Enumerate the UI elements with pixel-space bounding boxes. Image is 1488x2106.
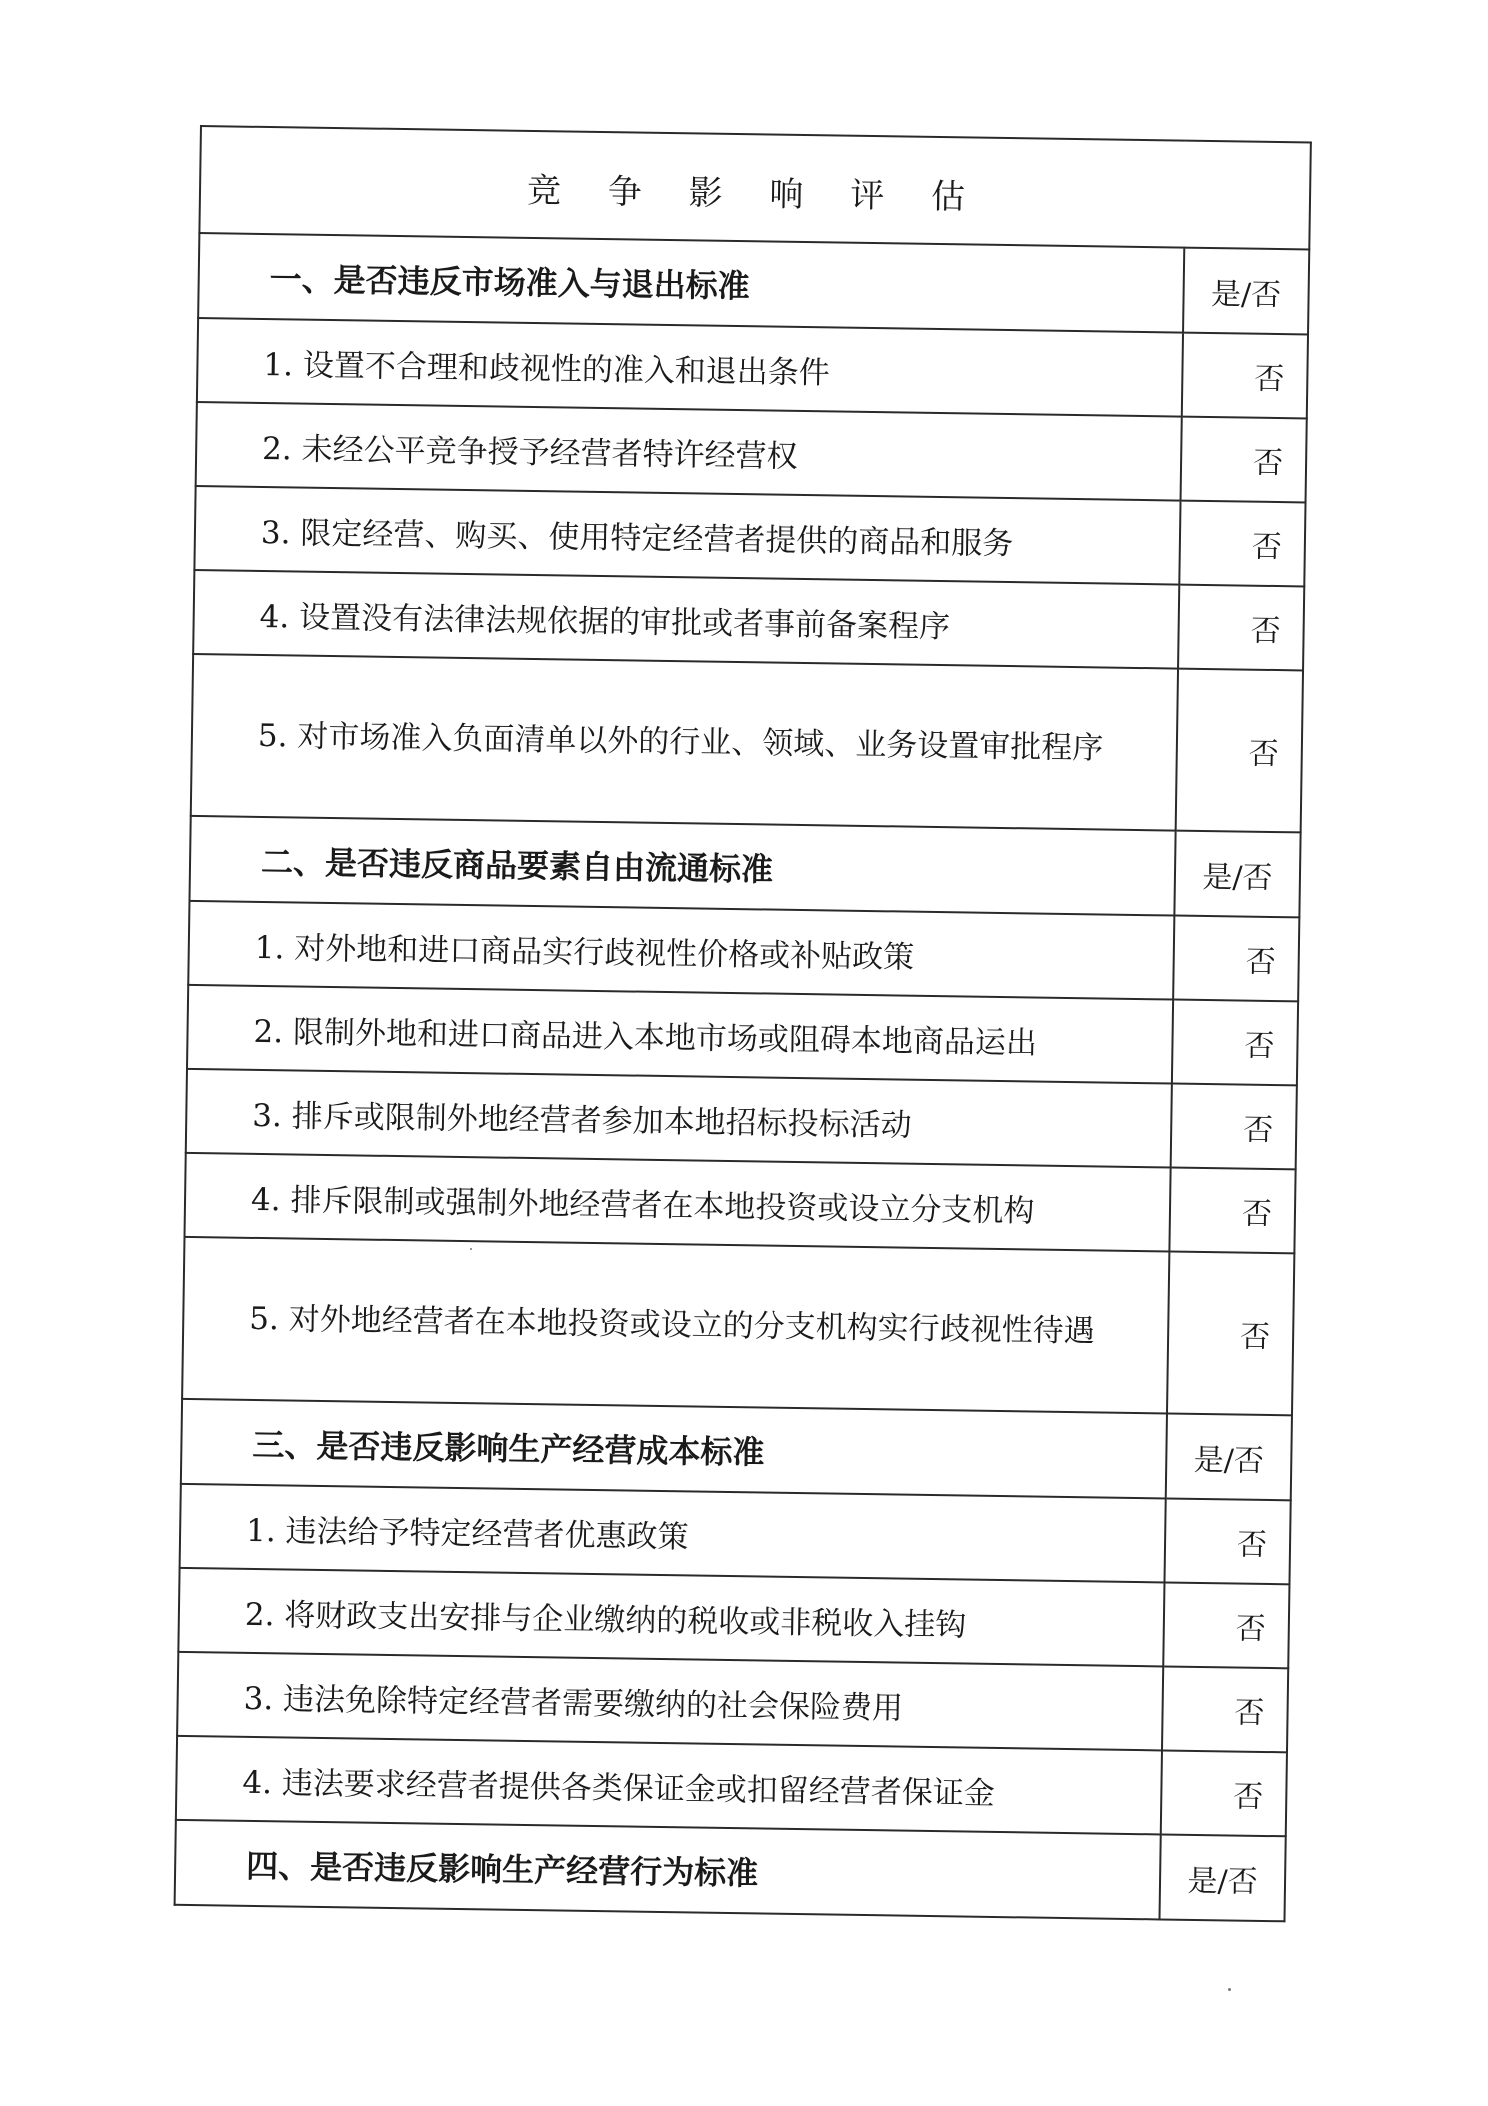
item-text: 2. 未经公平竞争授予经营者特许经营权 [196,402,1182,501]
item-row [191,654,1303,832]
title-row [199,126,1310,249]
item-text: 1. 对外地和进口商品实行歧视性价格或补贴政策 [188,901,1174,1000]
item-answer: 否 [1162,1666,1288,1752]
section-heading: 四、是否违反影响生产经营行为标准 [175,1820,1161,1920]
item-text: 3. 限定经营、购买、使用特定经营者提供的商品和服务 [194,486,1180,585]
item-row [197,318,1308,418]
item-row [176,1736,1287,1836]
item-answer: 否 [1178,585,1304,671]
yes-no-label: 是/否 [1166,1413,1292,1500]
item-row [177,1652,1288,1752]
section-header-row [175,1820,1286,1921]
section-heading: 二、是否违反商品要素自由流通标准 [189,816,1175,916]
yes-no-label: 是/否 [1183,248,1309,335]
form-title: 竞 争 影 响 评 估 [199,126,1310,249]
yes-no-label: 是/否 [1174,831,1300,918]
assessment-table [174,125,1312,1922]
item-text: 2. 限制外地和进口商品进入本地市场或阻碍本地商品运出 [187,985,1173,1084]
item-answer: 否 [1176,669,1303,833]
item-text: 5. 对外地经营者在本地投资或设立的分支机构实行歧视性待遇 [182,1237,1169,1414]
item-text: 1. 设置不合理和歧视性的准入和退出条件 [197,318,1183,417]
item-row [188,901,1299,1001]
item-answer: 否 [1167,1252,1294,1416]
item-row [185,1153,1296,1253]
section-heading: 一、是否违反市场准入与退出标准 [198,233,1184,333]
item-answer: 否 [1161,1750,1287,1836]
item-text: 4. 排斥限制或强制外地经营者在本地投资或设立分支机构 [185,1153,1171,1252]
item-answer: 否 [1172,1000,1298,1086]
item-row [180,1484,1291,1584]
yes-no-label: 是/否 [1159,1834,1285,1921]
section-heading: 三、是否违反影响生产经营成本标准 [181,1399,1167,1499]
item-text: 4. 违法要求经营者提供各类保证金或扣留经营者保证金 [176,1736,1162,1835]
assessment-form [174,125,1310,1922]
section-header-row [181,1399,1292,1500]
section-header-row [198,233,1309,334]
item-answer: 否 [1171,1084,1297,1170]
item-answer: 否 [1181,417,1307,503]
item-row [193,570,1304,670]
item-text: 4. 设置没有法律法规依据的审批或者事前备案程序 [193,570,1179,669]
item-row [196,402,1307,502]
item-row [187,985,1298,1085]
item-text: 3. 排斥或限制外地经营者参加本地招标投标活动 [186,1069,1172,1168]
item-row [178,1568,1289,1668]
item-row [182,1237,1294,1415]
item-answer: 否 [1164,1498,1290,1584]
scan-speck [1228,1988,1231,1991]
item-row [194,486,1305,586]
scan-speck [470,1248,472,1250]
item-answer: 否 [1163,1582,1289,1668]
item-answer: 否 [1173,916,1299,1002]
item-answer: 否 [1182,333,1308,419]
item-text: 1. 违法给予特定经营者优惠政策 [180,1484,1166,1583]
item-text: 3. 违法免除特定经营者需要缴纳的社会保险费用 [177,1652,1163,1751]
item-text: 5. 对市场准入负面清单以外的行业、领域、业务设置审批程序 [191,654,1178,831]
item-text: 2. 将财政支出安排与企业缴纳的税收或非税收入挂钩 [178,1568,1164,1667]
item-answer: 否 [1179,501,1305,587]
section-header-row [189,816,1300,917]
item-answer: 否 [1169,1168,1295,1254]
item-row [186,1069,1297,1169]
